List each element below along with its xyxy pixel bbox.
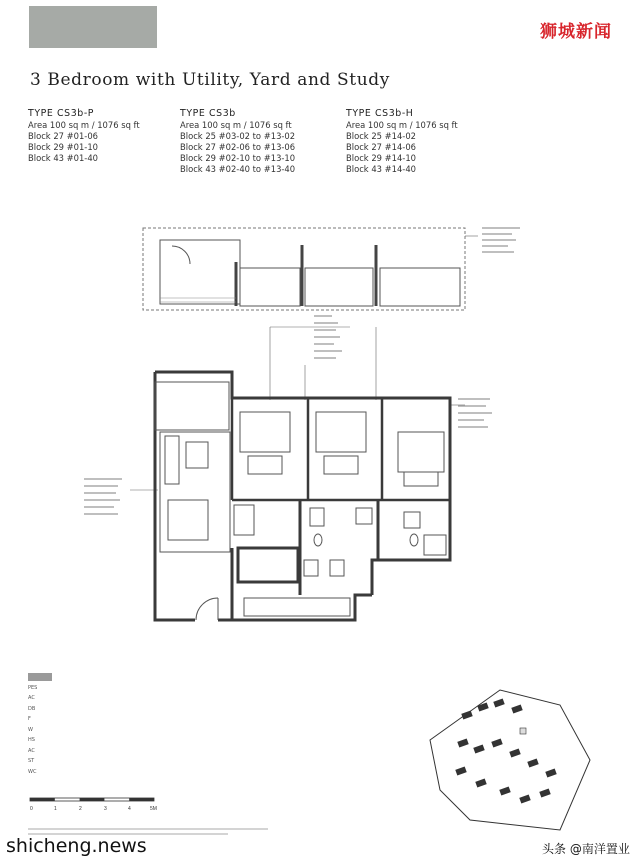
- balcony: [155, 382, 229, 430]
- legend-row: [28, 725, 68, 736]
- unit-type-line: Block 29 #02-10 to #13-10: [180, 153, 296, 163]
- upper-room-1: [160, 240, 240, 304]
- scale-tick-label: 0: [30, 806, 33, 812]
- staircase-hatch: [160, 298, 236, 302]
- legend-row: [28, 746, 68, 757]
- unit-type-name: TYPE CS3b-P: [28, 108, 95, 119]
- news-logo: 狮城新闻: [540, 22, 612, 42]
- scale-tick-label: 1: [54, 806, 57, 812]
- legend-code: PES: [28, 684, 38, 691]
- scale-tick-label: 4: [128, 806, 131, 812]
- legend-code: F: [28, 716, 31, 723]
- upper-room-4: [380, 268, 460, 306]
- site-plan: [430, 690, 590, 830]
- dining-table: [168, 500, 208, 540]
- legend-code: AC: [28, 747, 35, 754]
- unit-type-line: Block 27 #02-06 to #13-06: [180, 142, 296, 152]
- sofa: [165, 436, 179, 484]
- legend: [28, 672, 68, 777]
- upper-room-2: [240, 268, 300, 306]
- bedrooms: [240, 412, 444, 486]
- unit-type-line: Block 29 #14-10: [346, 153, 416, 163]
- watermark-author: 头条 @南洋置业: [542, 842, 630, 856]
- legend-swatch: [28, 673, 52, 681]
- legend-code: DB: [28, 705, 36, 712]
- page-title: 3 Bedroom with Utility, Yard and Study: [30, 70, 390, 90]
- door-swing: [172, 246, 190, 264]
- scale-tick-label: 2: [79, 806, 82, 812]
- coffee-table: [186, 442, 208, 468]
- legend-code: WC: [28, 768, 37, 775]
- unit-type-line: Block 27 #01-06: [28, 131, 98, 141]
- legend-row: [28, 714, 68, 725]
- unit-type-line: Area 100 sq m / 1076 sq ft: [28, 120, 140, 130]
- unit-type-line: Block 29 #01-10: [28, 142, 98, 152]
- unit-type-line: Block 43 #14-40: [346, 164, 416, 174]
- unit-type-line: Block 27 #14-06: [346, 142, 416, 152]
- living-dining: [160, 432, 230, 552]
- main-walls: [155, 372, 450, 620]
- unit-type-line: Area 100 sq m / 1076 sq ft: [346, 120, 458, 130]
- legend-code: ST: [28, 758, 35, 765]
- unit-type-name: TYPE CS3b: [180, 108, 236, 119]
- unit-type-line: Block 25 #03-02 to #13-02: [180, 131, 296, 141]
- legend-row: [28, 767, 68, 778]
- legend-code: W: [28, 726, 33, 733]
- unit-type-name: TYPE CS3b-H: [346, 108, 414, 119]
- legend-row: [28, 704, 68, 715]
- scale-bar: [28, 796, 162, 814]
- upper-room-3: [305, 268, 373, 306]
- legend-code: AC: [28, 695, 35, 702]
- legend-row: [28, 735, 68, 746]
- watermark-site: shicheng.news: [6, 835, 147, 857]
- unit-type-line: Area 100 sq m / 1076 sq ft: [180, 120, 292, 130]
- unit-type-line: Block 43 #02-40 to #13-40: [180, 164, 296, 174]
- entrance-door: [196, 598, 218, 620]
- legend-code: HS: [28, 737, 35, 744]
- unit-type-line: Block 43 #01-40: [28, 153, 98, 163]
- legend-row: [28, 756, 68, 767]
- scale-tick-label: 5M: [150, 806, 157, 812]
- legend-row: [28, 693, 68, 704]
- legend-row: [28, 683, 68, 694]
- unit-type-line: Block 25 #14-02: [346, 131, 416, 141]
- scale-tick-label: 3: [104, 806, 107, 812]
- legend-row: [28, 672, 68, 683]
